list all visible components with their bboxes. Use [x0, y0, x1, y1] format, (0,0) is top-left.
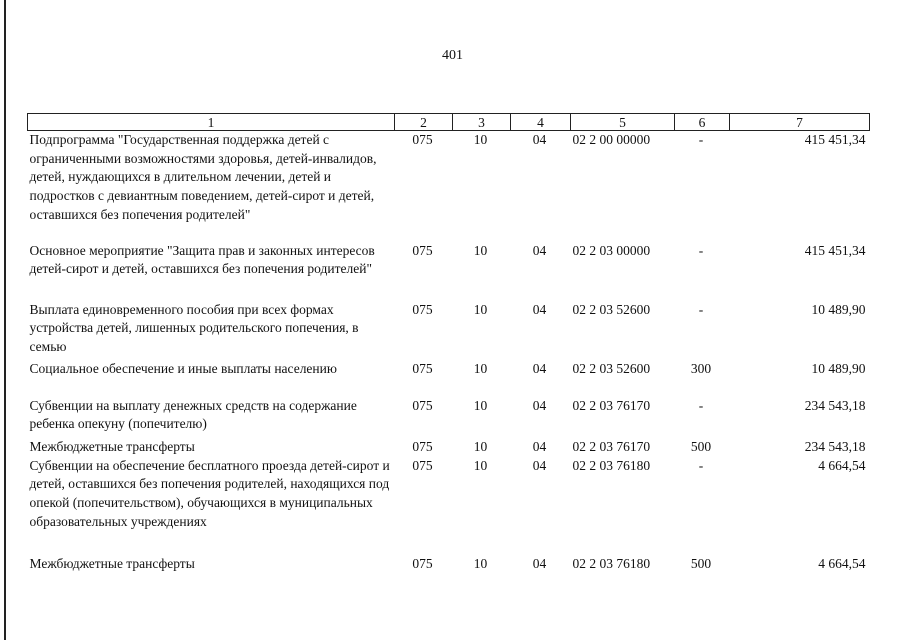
row-section: 10 — [473, 360, 488, 376]
row-amount: 10 489,90 — [811, 360, 866, 376]
table-row — [28, 242, 870, 301]
column-header-7: 7 — [730, 114, 870, 131]
row-name: Социальное обеспечение и иные выплаты населению — [29, 360, 337, 376]
page-edge-line — [4, 0, 6, 640]
row-amount: 234 543,18 — [804, 397, 866, 413]
row-expense-type: - — [698, 132, 704, 147]
row-ministry: 075 — [412, 360, 433, 376]
row-ministry: 075 — [412, 242, 433, 258]
row-name: Межбюджетные трансферты — [29, 555, 195, 571]
row-section: 10 — [473, 397, 488, 413]
row-ministry: 075 — [412, 132, 433, 147]
row-section: 10 — [473, 301, 488, 317]
row-amount: 415 451,34 — [804, 242, 866, 258]
row-amount: 234 543,18 — [804, 438, 866, 454]
row-amount: 415 451,34 — [804, 132, 866, 147]
budget-table — [27, 113, 870, 574]
row-expense-type: - — [698, 242, 704, 258]
row-target-code: 02 2 03 76170 — [572, 397, 651, 413]
row-amount: 4 664,54 — [818, 457, 866, 473]
page-number: 401 — [442, 48, 463, 63]
row-amount: 4 664,54 — [818, 555, 866, 571]
table-row — [28, 555, 870, 574]
row-target-code: 02 2 03 52600 — [572, 301, 651, 317]
row-subsection: 04 — [532, 438, 547, 454]
row-section: 10 — [473, 132, 488, 147]
row-amount: 10 489,90 — [811, 301, 866, 317]
row-subsection: 04 — [532, 397, 547, 413]
row-target-code: 02 2 00 00000 — [572, 132, 651, 147]
row-expense-type: 300 — [690, 360, 712, 376]
row-target-code: 02 2 03 76180 — [572, 555, 651, 571]
row-target-code: 02 2 03 00000 — [572, 242, 651, 258]
table-row — [28, 301, 870, 360]
table-row — [28, 438, 870, 457]
table-row — [28, 131, 870, 242]
row-name: Выплата единовременного пособия при всех формах устройства детей, лишенных родительского попечения, в семью — [29, 301, 359, 354]
row-expense-type: 500 — [690, 438, 712, 454]
column-number-row — [28, 114, 870, 131]
row-ministry: 075 — [412, 301, 433, 317]
column-header-3: 3 — [453, 114, 511, 131]
row-expense-type: - — [698, 301, 704, 317]
row-expense-type: 500 — [690, 555, 712, 571]
row-subsection: 04 — [532, 555, 547, 571]
row-name: Основное мероприятие "Защита прав и законных интересов детей-сирот и детей, оставшихся без попечения родителей" — [29, 242, 375, 277]
row-ministry: 075 — [412, 555, 433, 571]
row-name: Подпрограмма "Государственная поддержка детей с ограниченными возможностями здоровья, детей-инвалидов, детей, нуждающихся в длительном лечении, детей и подростков с девиантным поведением, детей-сирот и детей, оставшихся без попечения родителей" — [29, 132, 377, 222]
row-subsection: 04 — [532, 360, 547, 376]
column-header-4: 4 — [511, 114, 571, 131]
row-target-code: 02 2 03 76180 — [572, 457, 651, 473]
row-name: Межбюджетные трансферты — [29, 438, 195, 454]
row-expense-type: - — [698, 457, 704, 473]
row-section: 10 — [473, 457, 488, 473]
row-ministry: 075 — [412, 438, 433, 454]
column-header-6: 6 — [675, 114, 730, 131]
table-row — [28, 397, 870, 438]
row-target-code: 02 2 03 52600 — [572, 360, 651, 376]
table-row — [28, 360, 870, 397]
row-subsection: 04 — [532, 242, 547, 258]
row-section: 10 — [473, 438, 488, 454]
row-ministry: 075 — [412, 457, 433, 473]
row-ministry: 075 — [412, 397, 433, 413]
row-subsection: 04 — [532, 457, 547, 473]
row-section: 10 — [473, 242, 488, 258]
row-expense-type: - — [698, 397, 704, 413]
row-section: 10 — [473, 555, 488, 571]
row-name: Субвенции на выплату денежных средств на содержание ребенка опекуну (попечителю) — [29, 397, 357, 432]
row-subsection: 04 — [532, 301, 547, 317]
column-header-5: 5 — [571, 114, 675, 131]
column-header-2: 2 — [395, 114, 453, 131]
row-target-code: 02 2 03 76170 — [572, 438, 651, 454]
row-name: Субвенции на обеспечение бесплатного проезда детей-сирот и детей, оставшихся без попечения родителей, находящихся под опекой (попечительством), обучающихся в муниципальных образовательных учреждениях — [29, 457, 390, 529]
column-header-1: 1 — [28, 114, 395, 131]
row-subsection: 04 — [532, 132, 547, 147]
table-row — [28, 457, 870, 555]
